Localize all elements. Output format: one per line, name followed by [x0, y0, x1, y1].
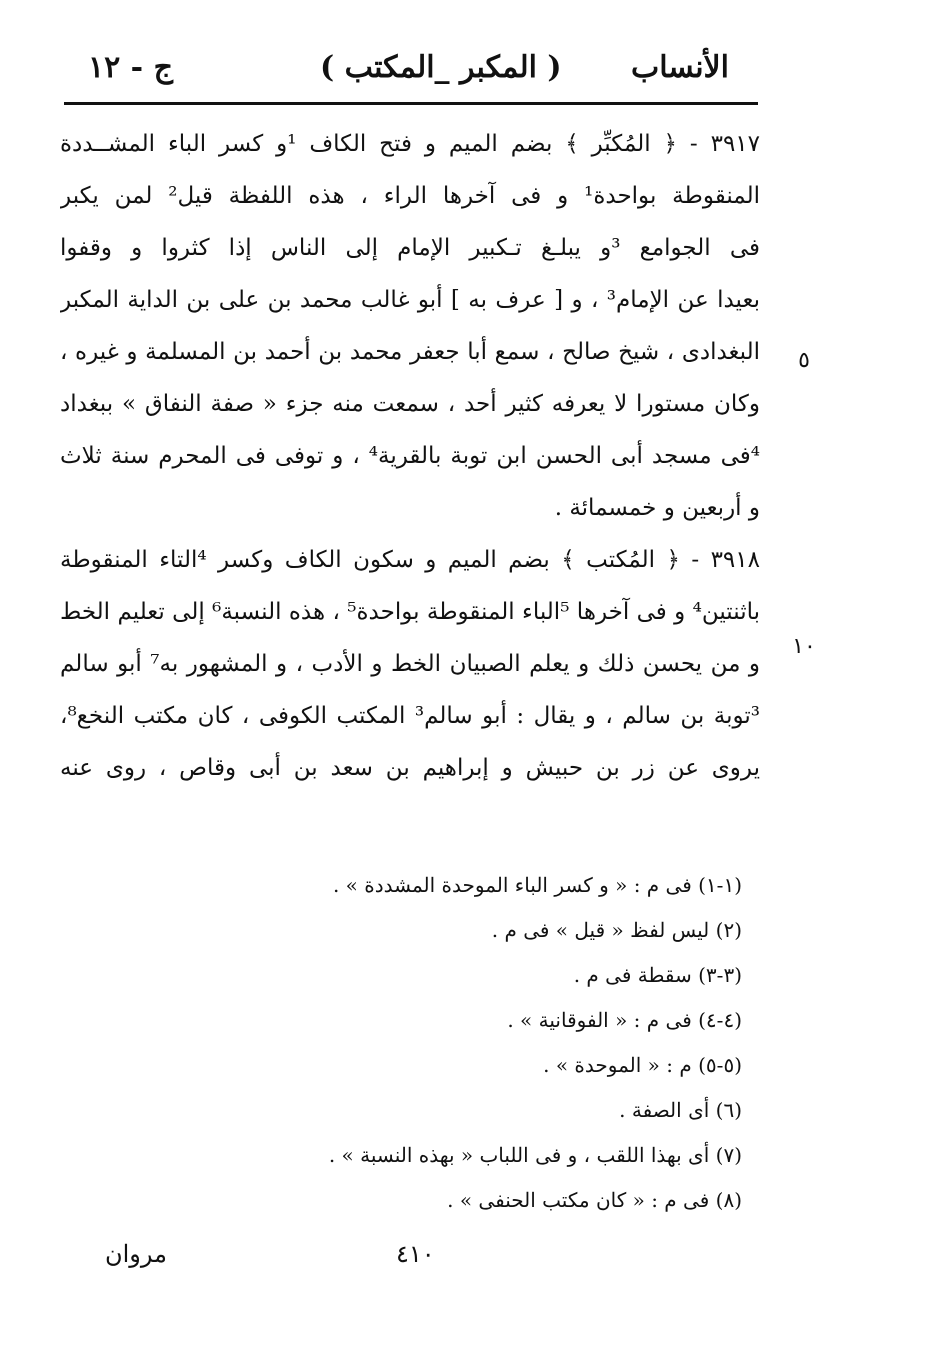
line-number-5: ٥: [798, 348, 810, 373]
text-line: و من يحسن ذلك و يعلم الصبيان الخط و الأدب ، و المشهور به⁷ أبو سالم: [60, 651, 760, 677]
header-rule: [64, 102, 758, 105]
line-number-10: ١٠: [792, 634, 816, 659]
text-line: ⁴فى مسجد أبى الحسن ابن توبة بالقرية⁴ ، و توفى فى المحرم سنة ثلاث: [60, 443, 760, 469]
text-line: و أربعين و خمسمائة .: [554, 495, 760, 521]
text-line: المنقوطة بواحدة¹ و فى آخرها الراء ، هذه اللفظة قيل² لمن يكبر: [60, 183, 760, 209]
text-line: بعيدا عن الإمام³ ، و [ عرف به ] أبو غالب محمد بن على بن الداية المكبر: [60, 287, 760, 313]
footnote: (٦) أى الصفة .: [619, 1098, 742, 1122]
footnote: (٨) فى م : « كان مكتب الحنفى » .: [447, 1188, 742, 1212]
book-title: الأنساب: [631, 50, 729, 85]
text-line: البغدادى ، شيخ صالح ، سمع أبا جعفر محمد بن أحمد بن المسلمة و غيره ،: [60, 339, 760, 365]
text-line: وكان مستورا لا يعرفه كثير أحد ، سمعت منه جزء « صفة النفاق » ببغداد: [60, 391, 760, 417]
footnote: (٢) ليس لفظ « قيل » فى م .: [491, 918, 742, 942]
main-text: [60, 118, 816, 794]
volume-number: ج - ١٢: [88, 50, 173, 85]
text-line: يروى عن زر بن حبيش و إبراهيم بن سعد بن أبى وقاص ، روى عنه: [60, 755, 760, 781]
footnote: (١-١) فى م : « و كسر الباء الموحدة المشددة » .: [332, 873, 742, 897]
text-line: ³توبة بن سالم ، و يقال : أبو سالم³ المكتب الكوفى ، كان مكتب النخع⁸،: [60, 703, 760, 729]
footnote: (٣-٣) سقطة فى م .: [573, 963, 742, 987]
entry-range: ( المكبر _المكتب ): [320, 50, 562, 85]
text-line: فى الجوامع ³و يبلـغ تـكبير الإمام إلى الناس إذا كثروا و وقفوا: [60, 235, 760, 261]
footnote: (٤-٤) فى م : « الفوقانية » .: [507, 1008, 742, 1032]
text-line: ٣٩١٧ - ﴿ المُكبِّر ﴾ بضم الميم و فتح الكاف ¹و كسر الباء المشــددة: [60, 131, 760, 157]
footnote: (٧) أى بهذا اللقب ، و فى اللباب « بهذه النسبة » .: [328, 1143, 742, 1167]
text-line: ٣٩١٨ - ﴿ المُكتب ﴾ بضم الميم و سكون الكاف وكسر ⁴التاء المنقوطة: [60, 547, 760, 573]
footnotes: [250, 865, 742, 1225]
text-line: باثنتين⁴ و فى آخرها ⁵الباء المنقوطة بواحدة⁵ ، هذه النسبة⁶ إلى تعليم الخط: [60, 599, 760, 625]
footnote: (٥-٥) م : « الموحدة » .: [543, 1053, 742, 1077]
typesetter-signature: مروان: [105, 1240, 167, 1268]
page-number: ٤١٠: [396, 1240, 435, 1268]
